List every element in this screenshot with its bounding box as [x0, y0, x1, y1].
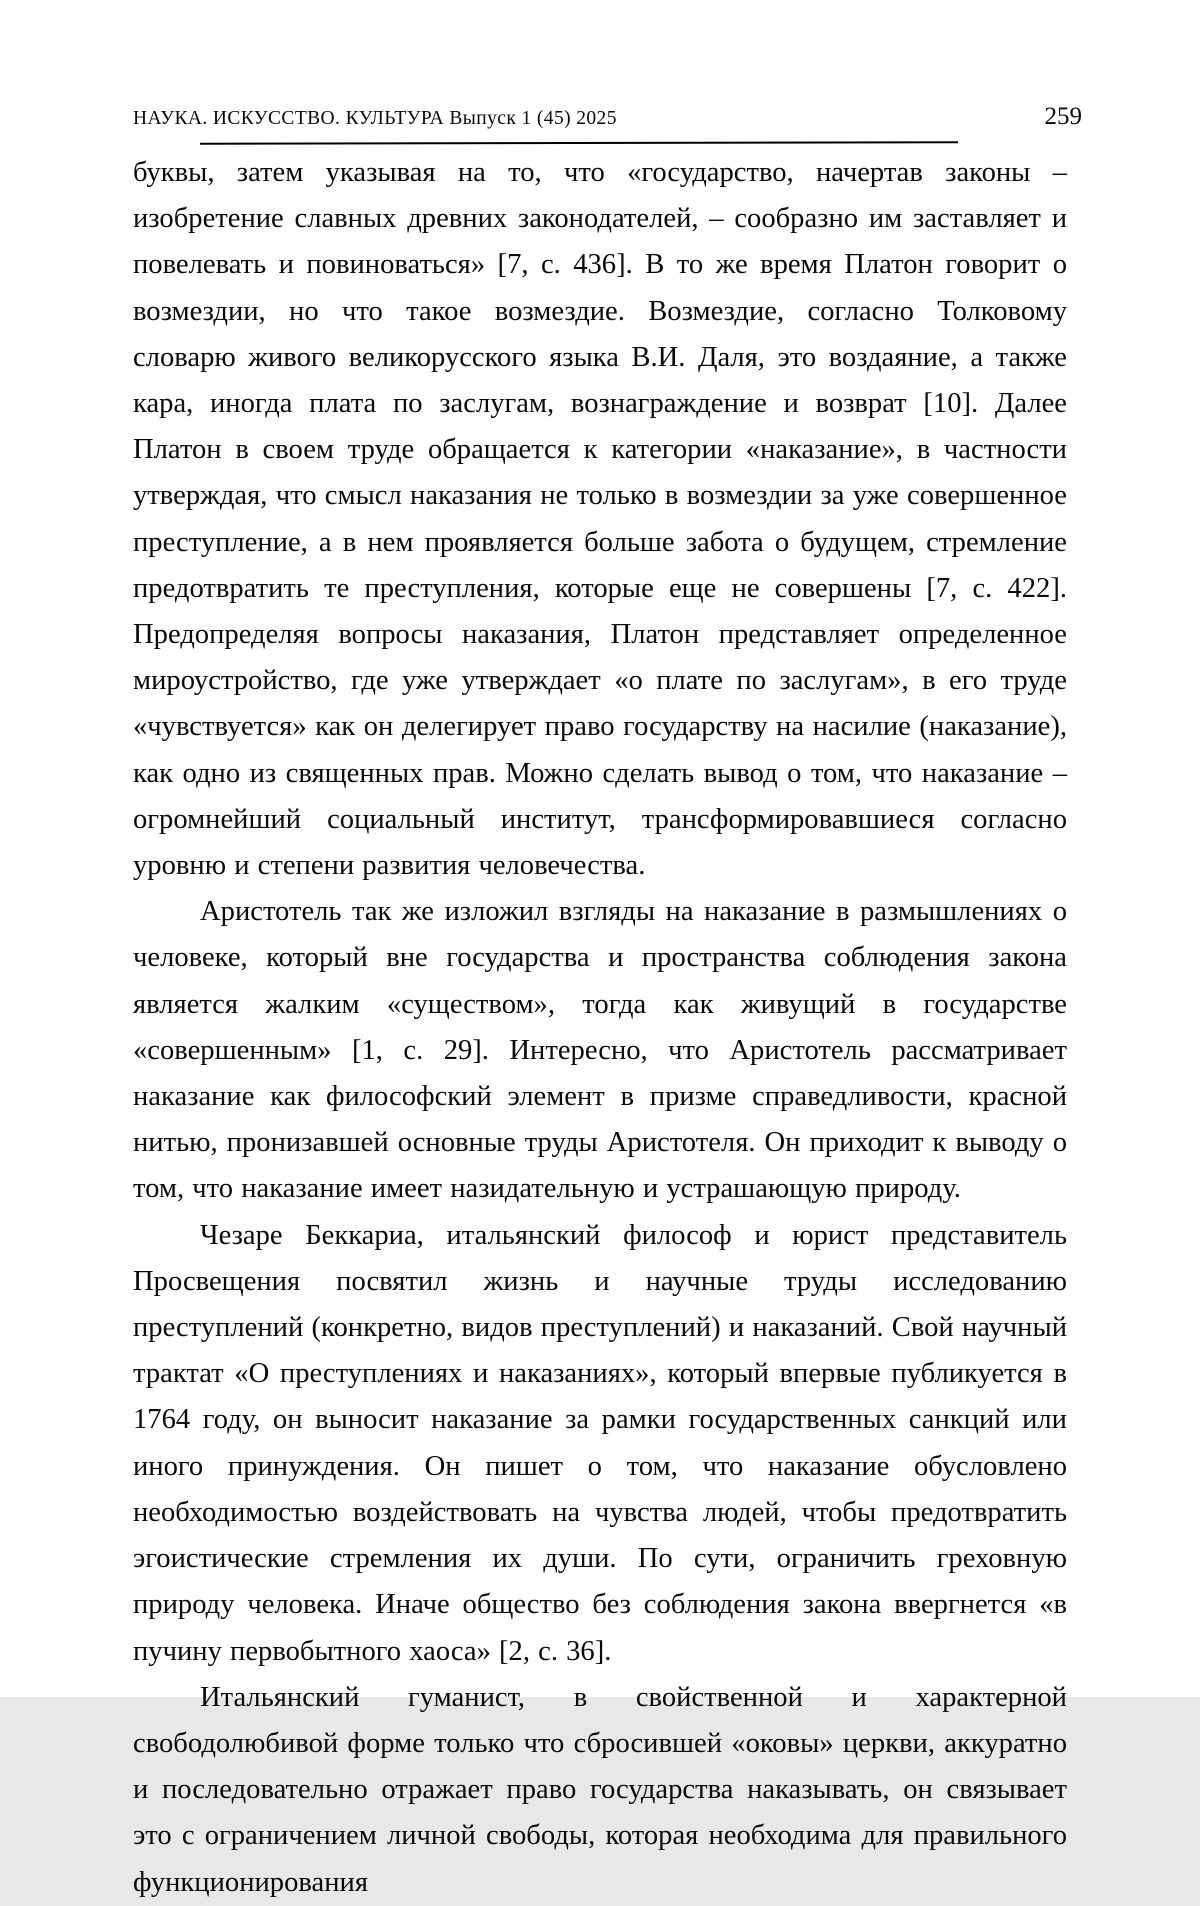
journal-title: НАУКА. ИСКУССТВО. КУЛЬТУРА Выпуск 1 (45) 2025 [133, 108, 617, 129]
paragraph: Аристотель так же изложил взгляды на наказание в размышлениях о человеке, который вне государства и пространства соблюдения закона является жалким «существом», тогда как живущий в государстве «совершенным» [1, с. 29]. Интересно, что Аристотель рассматривает наказание как философский элемент в призме справедливости, красной нитью, пронизавшей основные труды Аристотеля. Он приходит к выводу о том, что наказание имеет назидательную и устрашающую природу. [133, 896, 1067, 1205]
article-body [133, 150, 1067, 1906]
paragraph: Итальянский гуманист, в свойственной и характерной свободолюбивой форме только что сбросившей «оковы» церкви, аккуратно и последовательно отражает право государства наказывать, он связывает это с ограничением личной свободы, которая необходима для правильного функционирования [133, 1681, 1067, 1898]
page-number: 259 [1044, 103, 1082, 130]
header-rule [200, 141, 958, 145]
paragraph-continuation: буквы, затем указывая на то, что «государство, начертав законы – изобретение славных древних законодателей, – сообразно им заставляет и повелевать и повиноваться» [7, с. 436]. В то же время Платон говорит о возмездии, но что такое возмездие. Возмездие, согласно Толковому словарю живого великорусского языка В.И. Даля, это воздаяние, а также кара, иногда плата по заслугам, вознаграждение и возврат [10]. Далее Платон в своем труде обращается к категории «наказание», в частности утверждая, что смысл наказания не только в возмездии за уже совершенное преступление, а в нем проявляется больше забота о будущем, стремление предотвратить те преступления, которые еще не совершены [7, с. 422]. Предопределяя вопросы наказания, Платон представляет определенное мироустройство, где уже утверждает «о плате по заслугам», в его труде «чувствуется» как он делегирует право государству на насилие (наказание), как одно из священных прав. Можно сделать вывод о том, что наказание – огромнейший социальный институт, трансформировавшиеся согласно уровню и степени развития человечества. [133, 157, 1067, 882]
paragraph: Чезаре Беккариа, итальянский философ и юрист представитель Просвещения посвятил жизнь и научные труды исследованию преступлений (конкретно, видов преступлений) и наказаний. Свой научный трактат «О преступлениях и наказаниях», который впервые публикуется в 1764 году, он выносит наказание за рамки государственных санкций или иного принуждения. Он пишет о том, что наказание обусловлено необходимостью воздействовать на чувства людей, чтобы предотвратить эгоистические стремления их души. По сути, ограничить греховную природу человека. Иначе общество без соблюдения закона ввергнется «в пучину первобытного хаоса» [2, с. 36]. [133, 1219, 1067, 1667]
page-header [133, 103, 1082, 131]
